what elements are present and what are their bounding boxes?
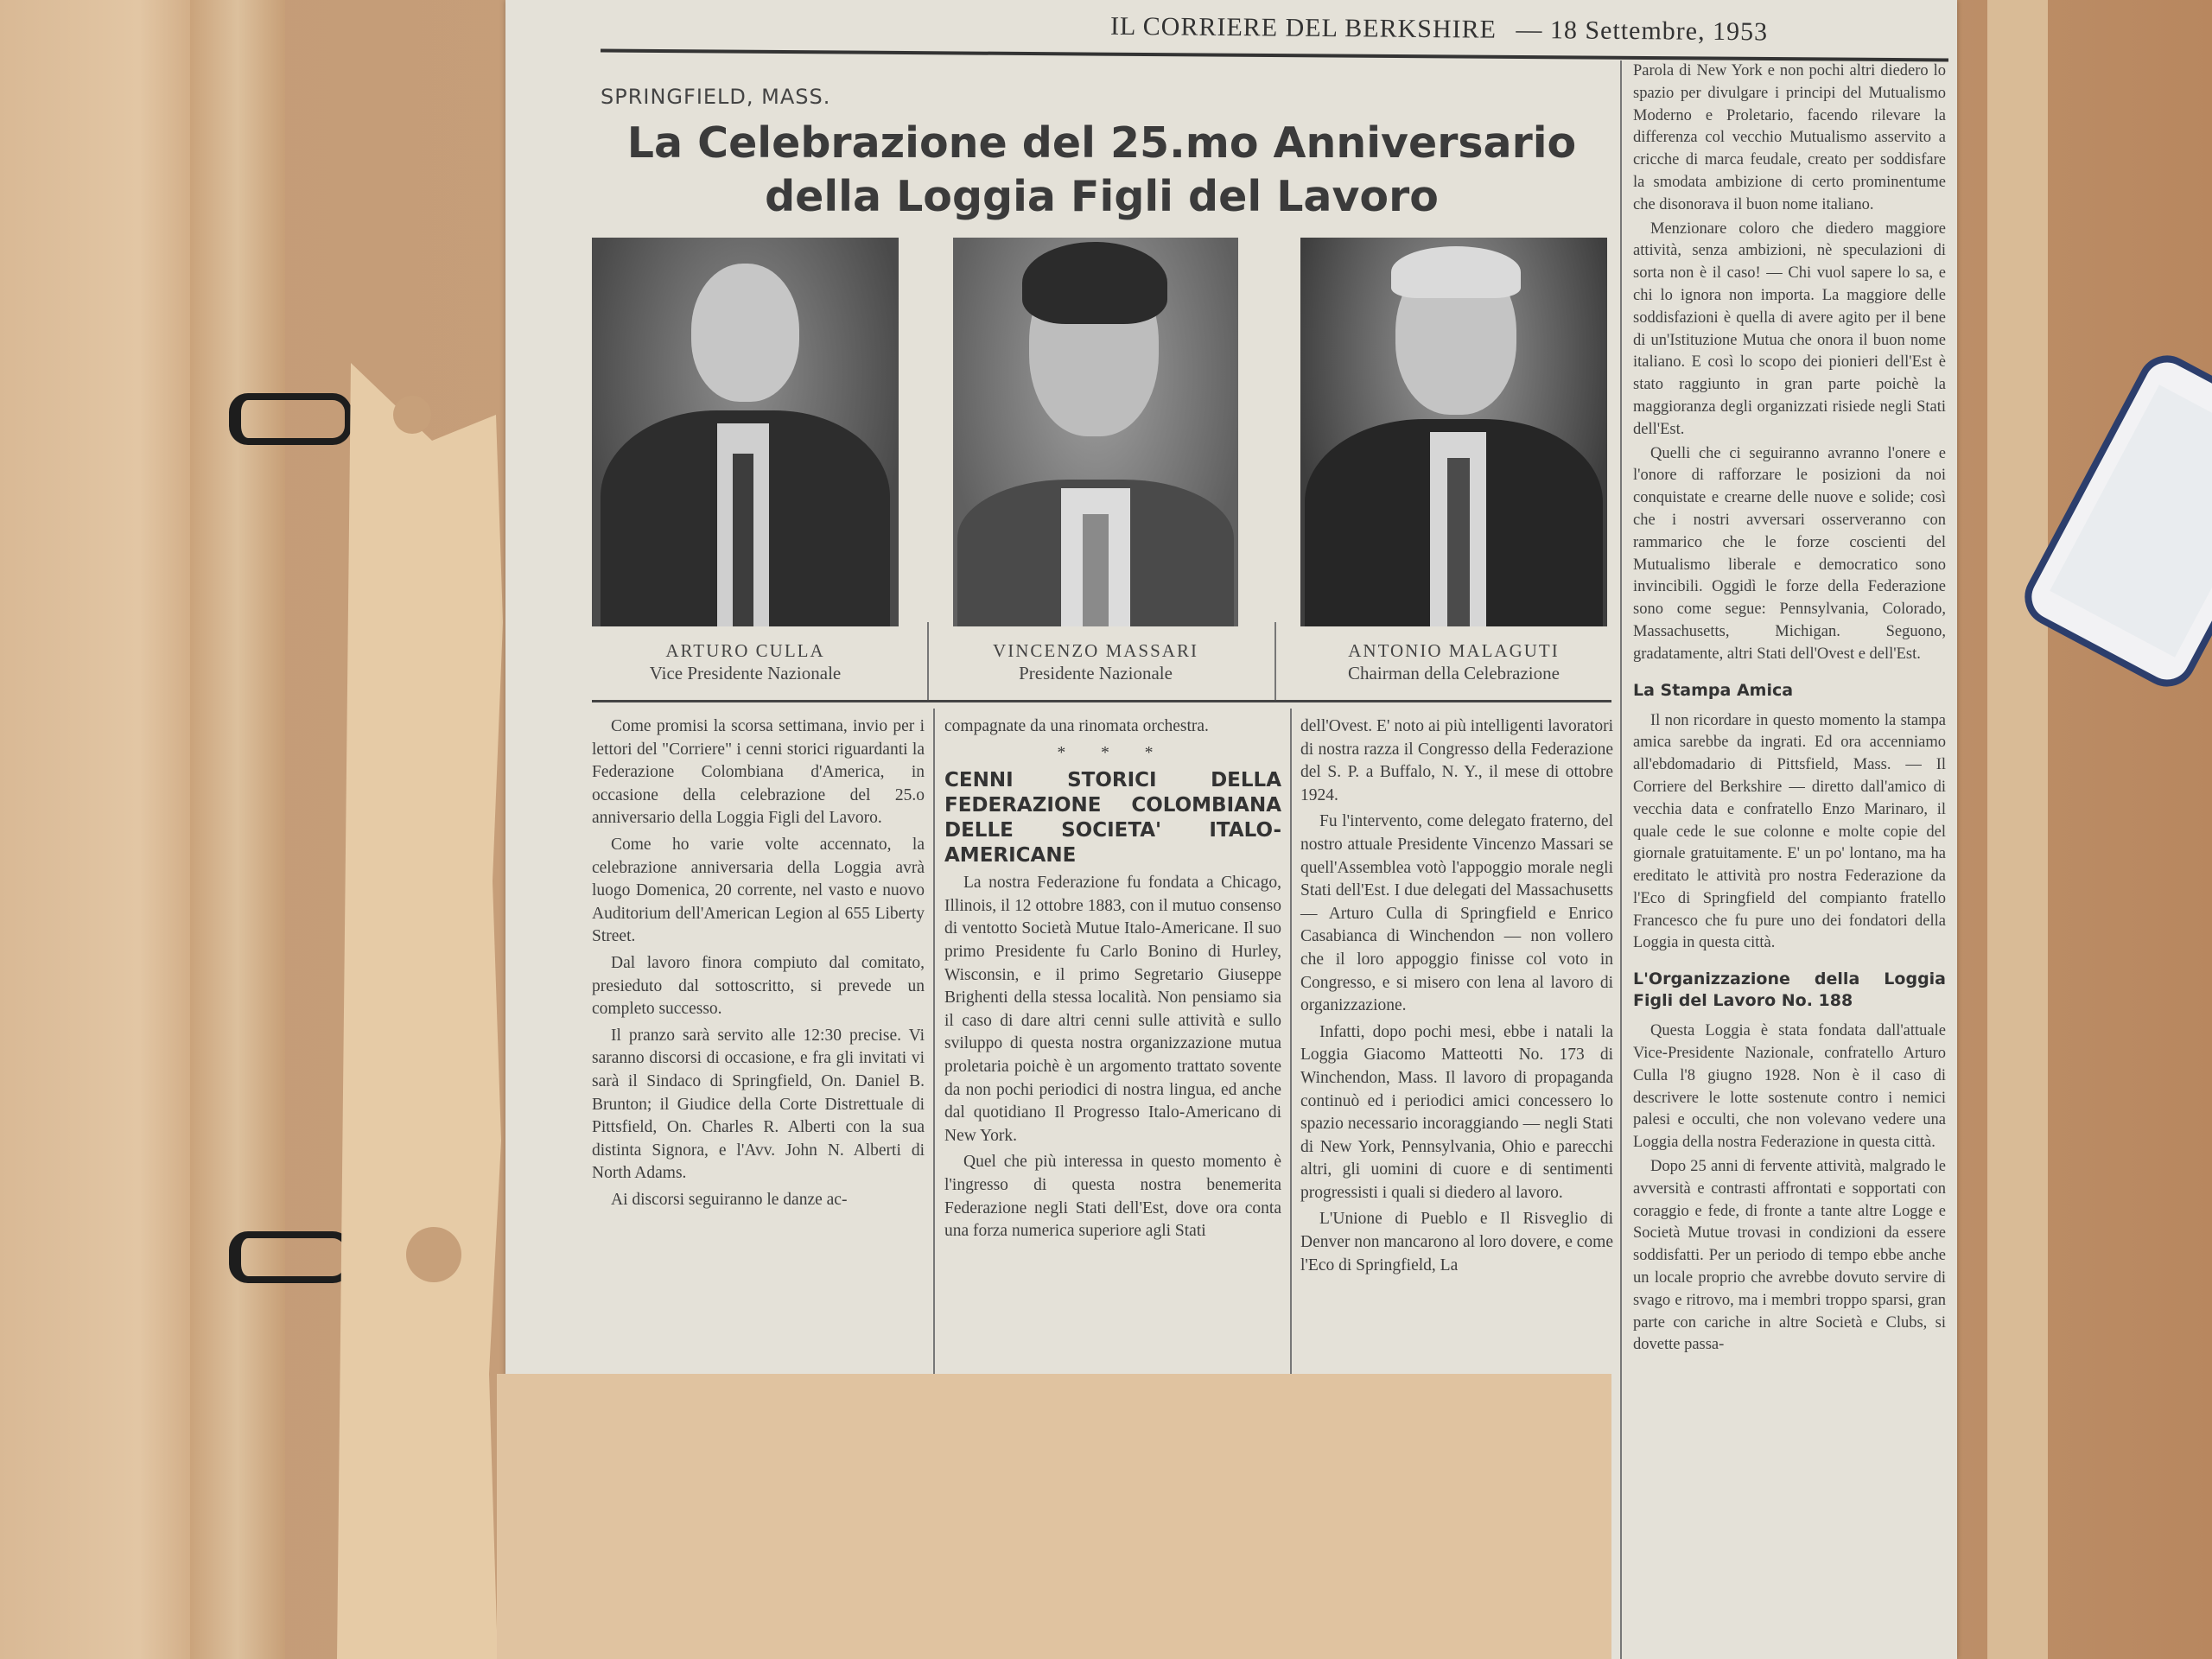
paragraph: Ai discorsi seguiranno le danze ac- [611,1190,848,1209]
portrait-photo-massari [953,238,1238,626]
subheading-cenni-storici: CENNI STORICI DELLA FEDERAZIONE COLOMBIANA DELLE SOCIETA' ITALO-AMERICANE [944,769,1281,868]
paragraph: Parola di New York e non pochi altri diedero lo spazio per divulgare i principi del Mutualismo Moderno e Proletario, facendo rilevare la differenza col vecchio Mutualismo asservito a cricche di marca feudale, creato per soddisfare la smodata ambizione di certo prominentume che disonorava il buon nome italiano. [1633,62,1946,213]
caption-culla [592,639,899,684]
caption-malaguti [1300,639,1607,684]
column-divider [933,709,935,1426]
caption-massari [953,639,1238,684]
paragraph: Infatti, dopo pochi mesi, ebbe i natali la Loggia Giacomo Matteotti No. 173 di Winchendon, Mass. Il lavoro di propaganda continuò ed i periodici amici concessero lo spazio necessario incoraggiando — negli Stati di New York, Pennsylvania, Ohio e parecchi altri, gli uomini di cuore e di sentimenti progressisti i quali si diedero al lavoro. [1300,1022,1613,1202]
paragraph: L'Unione di Pueblo e Il Risveglio di Denver non mancarono al loro dovere, e come l'Eco di Springfield, La [1300,1210,1613,1274]
portrait-photo-culla [592,238,899,626]
separator-stars: * * * [1057,743,1169,762]
issue-date: — 18 Settembre, 1953 [1516,15,1769,47]
binder-spine [190,0,285,1659]
column-divider [1290,709,1292,1426]
paragraph: Il non ricordare in questo momento la stampa amica sarebbe da ingrati. Ed ora accenniamo all'ebdomadario di Pittsfield, Mass. — Il Corriere del Berkshire — diretto dall'amico di vecchia data e confratello Enzo Marinaro, il quale cede le sue colonne e molte copie del giornale gratuitamente. E' un po' lontano, ma ha ereditato le attività pro nostra Federazione da l'Eco di Springfield del compianto fratello Francesco che fu pure uno dei fondatori della Loggia in questa città. [1633,711,1946,952]
paper-name: IL CORRIERE DEL BERKSHIRE [1109,11,1497,44]
paragraph: Dal lavoro finora compiuto dal comitato, presieduto dal sottoscritto, si prevede un completo successo. [592,953,925,1019]
column-divider [927,622,929,700]
binder-ring-top [229,393,352,445]
article-column-2 [944,715,1281,1247]
headline-line-2: della Loggia Figli del Lavoro [765,172,1439,221]
paragraph: La nostra Federazione fu fondata a Chicago, Illinois, il 12 ottobre 1883, con il mutuo consenso di ventotto Società Mutue Italo-Americane. Il suo primo Presidente fu Carlo Bonino di Hurley, Wisconsin, e il primo Segretario Giuseppe Brighenti della stessa località. Non pensiamo sia il caso di dare altri cenni sulle attività e sullo sviluppo di questa nostra organizzazione mutua proletaria poichè è un argomento trattato sovente da non pochi periodici di nostra lingua, ed anche dal quotidiano Il Progresso Italo-Americano di New York. [944,874,1281,1145]
paragraph: Questa Loggia è stata fondata dall'attuale Vice-Presidente Nazionale, confratello Arturo Culla l'8 giugno 1928. Non è il caso di descrivere le lotte sostenute contro i nemici palesi e occulti, che non volevano vedere una Loggia della nostra Federazione in questa città. [1633,1022,1946,1152]
headline-line-1: La Celebrazione del 25.mo Anniversario [626,118,1577,168]
subheading-organizzazione: L'Organizzazione della Loggia Figli del Lavoro No. 188 [1633,969,1946,1011]
caption-name: VINCENZO MASSARI [993,640,1198,661]
binder-ring-bottom [229,1231,352,1283]
column-divider [1620,60,1622,1659]
running-head [1110,12,1940,48]
punch-hole [406,1227,461,1282]
caption-name: ANTONIO MALAGUTI [1348,640,1560,661]
paragraph: Il pranzo sarà servito alle 12:30 precise. Vi saranno discorsi di occasione, e fra gli invitati vi sarà il Sindaco di Springfield, On. Daniel B. Brunton; il Giudice della Corte Distrettuale di Pittsfield, On. Charles R. Alberti con la sua distinta Signora, e l'Avv. John N. Alberti di North Adams. [592,1026,925,1183]
paragraph: compagnate da una rinomata orchestra. [944,717,1209,735]
caption-title: Presidente Nazionale [1019,663,1173,683]
paragraph: Quel che più interessa in questo momento è l'ingresso di questa nostra benemerita Federazione negli Stati dell'Est, dove ora conta una forza numerica superiore agli Stati [944,1153,1281,1241]
paragraph: Dopo 25 anni di fervente attività, malgrado le avversità e contrasti affrontati e sopportati con coraggio e fede, di fronte a tante altre Logge e Società Mutue trovasi in condizioni da essere soddisfatti. Per un periodo di tempo ebbe anche un locale proprio che avrebbe dovuto servire di svago e ritrovo, ma i membri troppo sparsi, gran parte con cariche in altre Società e Clubs, si dovette passa- [1633,1158,1946,1354]
subheading-stampa-amica: La Stampa Amica [1633,680,1794,700]
headline [592,117,1611,224]
paper-edge [1987,0,2048,1659]
portrait-photo-malaguti [1300,238,1607,626]
column-divider [1274,622,1276,700]
paragraph: Come promisi la scorsa settimana, invio per i lettori del "Corriere" i cenni storici riguardanti la Federazione Colombiana d'America, in occasione della celebrazione del 25.o anniversario della Loggia Figli del Lavoro. [592,717,925,828]
article-column-3 [1300,715,1613,1281]
caption-title: Vice Presidente Nazionale [649,663,842,683]
binder-cover [0,0,199,1659]
torn-paper-sheet [337,363,510,1659]
section-rule [592,700,1611,702]
backing-paper [497,1374,1611,1659]
main-article [592,69,1611,1382]
punch-hole [393,396,431,434]
dateline: SPRINGFIELD, MASS. [601,85,831,109]
paragraph: dell'Ovest. E' noto ai più intelligenti lavoratori di nostra razza il Congresso della Federazione del S. P. a Buffalo, N. Y., il mese di ottobre 1924. [1300,717,1613,804]
paragraph: Fu l'intervento, come delegato fraterno, del nostro attuale Presidente Vincenzo Massari se quell'Assemblea votò l'appoggio morale negli Stati dell'Est. I due delegati del Massachusetts — Arturo Culla di Springfield e Enrico Casabianca di Winchendon — non vollero che il loro appoggio finisse col voto in Congresso, e si misero con lena al lavoro di organizzazione. [1300,812,1613,1015]
caption-name: ARTURO CULLA [665,640,825,661]
article-column-1 [592,715,925,1215]
paragraph: Come ho varie volte accennato, la celebrazione anniversaria della Loggia avrà luogo Domenica, 20 corrente, nel vasto e nuovo Auditorium dell'American Legion al 655 Liberty Street. [592,835,925,946]
paragraph: Menzionare coloro che diedero maggiore attività, senza ambizioni, nè speculazioni di sorta non è il caso! — Chi vuol sapere lo sa, e chi lo ignora non importa. La maggiore delle soddisfazioni è quella di avere agito per il bene di un'Istituzione Mutua che onora il buon nome italiano. E così lo scopo dei pionieri dell'Est è stato raggiunto in gran parte poichè la maggioranza degli organizzati risiede negli Stati dell'Est. [1633,219,1946,438]
caption-title: Chairman della Celebrazione [1348,663,1560,683]
paragraph: Quelli che ci seguiranno avranno l'onere e l'onore di rafforzare le posizioni da noi conquistate e crearne delle nuove e solide; così che i nostri avversari osserveranno con rammarico che le forze coscienti del Mutualismo liberale e democratico sono invincibili. Oggidì le forze della Federazione sono come segue: Pennsylvania, Colorado, Massachusetts, Michigan. Seguono, gradatamente, altri Stati dell'Ovest e dell'Est. [1633,444,1946,663]
article-column-4 [1633,60,1946,1358]
